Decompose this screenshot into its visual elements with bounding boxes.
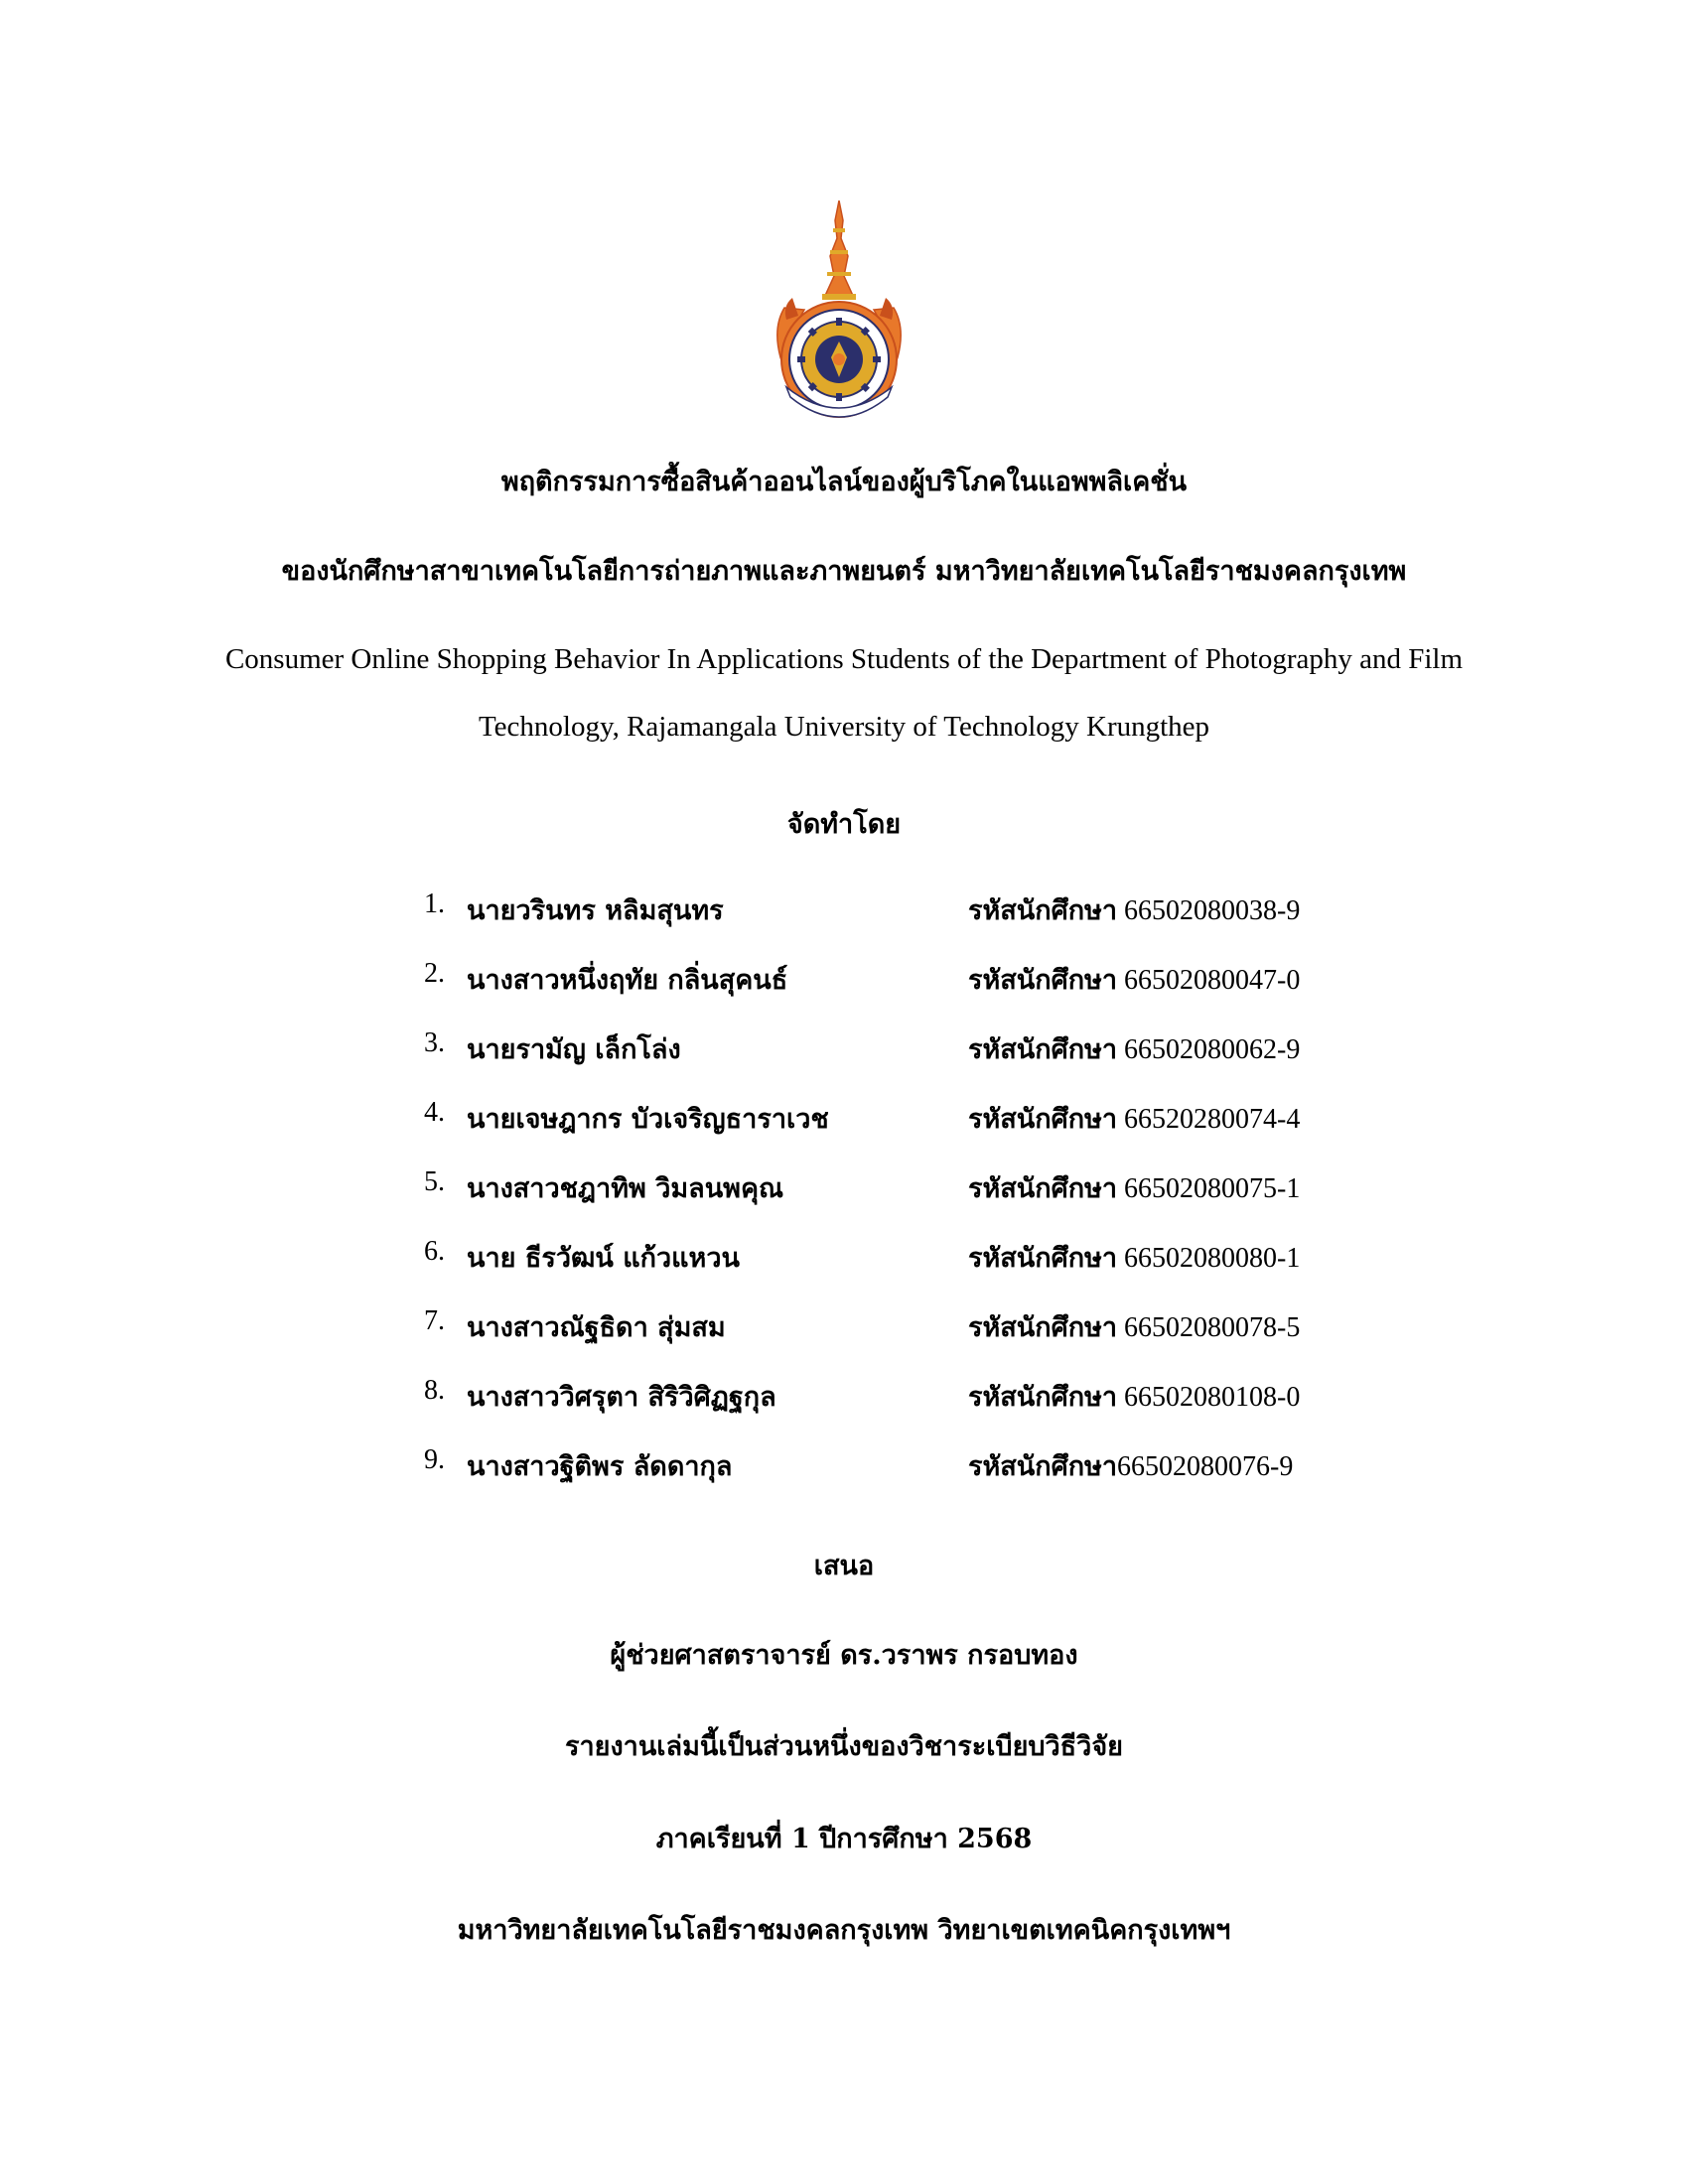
member-name: นายเจษฎากร บัวเจริญธาราเวช (467, 1104, 829, 1135)
member-name: นางสาวหนึ่งฤทัย กลิ่นสุคนธ์ (467, 965, 788, 996)
thai-title-line-2: ของนักศึกษาสาขาเทคโนโลยีการถ่ายภาพและภาพยนตร์ มหาวิทยาลัยเทคโนโลยีราชมงคลกรุงเทพ (281, 556, 1407, 587)
member-name: นางสาวชฎาทิพ วิมลนพคุณ (467, 1173, 784, 1204)
semester: ภาคเรียนที่ 1 ปีการศึกษา 2568 (655, 1824, 1033, 1854)
member-student-id (968, 1305, 1300, 1348)
student-id-number: 66502080080-1 (1117, 1243, 1301, 1274)
course-note: รายงานเล่มนี้เป็นส่วนหนึ่งของวิชาระเบียบวิธีวิจัย (565, 1731, 1123, 1762)
member-number: 3. (424, 1027, 445, 1058)
student-id-label: รหัสนักศึกษา (968, 1034, 1118, 1065)
list-item (0, 1027, 1688, 1073)
member-student-id (968, 1375, 1300, 1418)
member-student-id (968, 958, 1300, 1001)
english-title-line-2: Technology, Rajamangala University of Technology Krungthep (478, 711, 1210, 743)
member-number: 4. (424, 1097, 445, 1128)
member-student-id (968, 1097, 1300, 1140)
student-id-number: 66502080078-5 (1117, 1312, 1301, 1343)
member-name: นายรามัญ เล็กโล่ง (467, 1034, 681, 1065)
member-number: 2. (424, 958, 445, 989)
member-name: นายวรินทร หลิมสุนทร (467, 895, 724, 926)
member-name: นางสาวณัฐธิดา สุ่มสม (467, 1312, 726, 1343)
student-id-number: 66502080047-0 (1117, 965, 1301, 996)
list-item (0, 1375, 1688, 1421)
member-number: 1. (424, 888, 445, 919)
member-student-id (968, 1027, 1300, 1070)
member-name: นางสาวฐิติพร ลัดดากุล (467, 1451, 733, 1482)
english-title-line-1: Consumer Online Shopping Behavior In Applications Students of the Department of Photography and Film (224, 643, 1464, 675)
member-name: นาย ธีรวัฒน์ แก้วแหวน (467, 1243, 740, 1274)
list-item (0, 1236, 1688, 1282)
student-id-label: รหัสนักศึกษา (968, 1451, 1118, 1482)
student-id-label: รหัสนักศึกษา (968, 1382, 1118, 1413)
student-id-number: 66502080038-9 (1117, 895, 1301, 926)
list-item (0, 888, 1688, 934)
member-number: 9. (424, 1444, 445, 1475)
member-number: 5. (424, 1166, 445, 1197)
student-id-label: รหัสนักศึกษา (968, 895, 1118, 926)
student-id-number: 66502080076-9 (1117, 1451, 1294, 1482)
student-id-label: รหัสนักศึกษา (968, 1243, 1118, 1274)
member-student-id (968, 888, 1300, 931)
member-number: 7. (424, 1305, 445, 1336)
university-emblem-icon (765, 199, 914, 422)
presented-heading: เสนอ (813, 1551, 875, 1581)
student-id-number: 66502080062-9 (1117, 1034, 1301, 1065)
student-id-number: 66502080108-0 (1117, 1382, 1301, 1413)
list-item (0, 1305, 1688, 1351)
member-student-id (968, 1236, 1300, 1279)
list-item (0, 1097, 1688, 1143)
student-id-number: 66520280074-4 (1117, 1104, 1301, 1135)
student-id-label: รหัสนักศึกษา (968, 965, 1118, 996)
member-number: 6. (424, 1236, 445, 1267)
student-id-label: รหัสนักศึกษา (968, 1312, 1118, 1343)
university-name: มหาวิทยาลัยเทคโนโลยีราชมงคลกรุงเทพ วิทยาเขตเทคนิคกรุงเทพฯ (457, 1915, 1231, 1946)
list-item (0, 1444, 1688, 1490)
list-item (0, 1166, 1688, 1212)
student-id-label: รหัสนักศึกษา (968, 1173, 1118, 1204)
student-id-label: รหัสนักศึกษา (968, 1104, 1118, 1135)
student-id-number: 66502080075-1 (1117, 1173, 1301, 1204)
advisor-name: ผู้ช่วยศาสตราจารย์ ดร.วราพร กรอบทอง (610, 1640, 1078, 1671)
member-student-id (968, 1444, 1293, 1487)
list-item (0, 958, 1688, 1004)
thai-title-line-1: พฤติกรรมการซื้อสินค้าออนไลน์ของผู้บริโภคในแอพพลิเคชั่น (500, 467, 1188, 497)
member-student-id (968, 1166, 1300, 1209)
prepared-by-heading: จัดทำโดย (786, 809, 902, 840)
member-name: นางสาววิศรุตา สิริวิศิฏฐกุล (467, 1382, 776, 1413)
member-number: 8. (424, 1375, 445, 1406)
